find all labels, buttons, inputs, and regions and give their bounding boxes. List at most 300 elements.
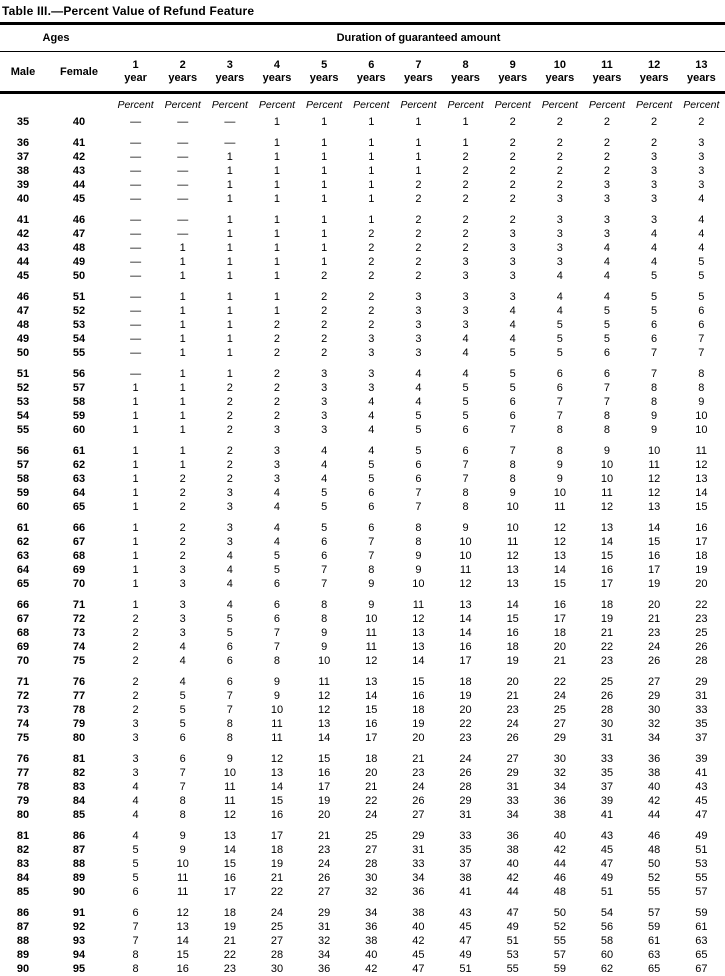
percent-value-cell: 1 <box>321 165 328 177</box>
percent-value-cell: 1 <box>273 305 281 317</box>
unit-label: Percent <box>306 98 343 111</box>
percent-value-cell: 3 <box>556 193 563 205</box>
percent-value-cell: 9 <box>273 690 281 702</box>
percent-value-cell: 7 <box>462 473 469 485</box>
percent-value-cell: 65 <box>647 963 661 975</box>
percent-value-cell: — <box>130 333 142 345</box>
table-row <box>0 591 725 612</box>
percent-value-cell: 5 <box>509 347 516 359</box>
percent-value-cell: 45 <box>600 844 614 856</box>
percent-value-cell: 2 <box>321 319 328 331</box>
percent-value-cell: 7 <box>462 459 469 471</box>
percent-value-cell: 25 <box>600 676 614 688</box>
male-age-cell: 63 <box>16 550 30 562</box>
table-row <box>0 822 725 843</box>
percent-value-cell: 1 <box>273 256 281 268</box>
female-age-cell: 52 <box>72 305 86 317</box>
percent-value-cell: — <box>177 151 189 163</box>
percent-value-cell: 2 <box>462 151 469 163</box>
percent-value-cell: 54 <box>600 907 614 919</box>
percent-value-cell: 1 <box>273 137 281 149</box>
table-row <box>0 241 725 255</box>
percent-value-cell: 21 <box>647 613 661 625</box>
percent-value-cell: 4 <box>556 291 563 303</box>
percent-value-cell: 3 <box>368 382 375 394</box>
percent-value-cell: 2 <box>179 550 186 562</box>
percent-value-cell: 29 <box>459 795 472 807</box>
percent-value-cell: 10 <box>365 613 378 625</box>
percent-value-cell: 23 <box>695 613 708 625</box>
percent-value-cell: 4 <box>273 522 281 534</box>
percent-value-cell: 8 <box>509 459 516 471</box>
percent-value-cell: — <box>130 291 142 303</box>
percent-value-cell: — <box>130 193 142 205</box>
percent-value-cell: 24 <box>506 718 519 730</box>
percent-value-cell: 26 <box>459 767 472 779</box>
percent-value-cell: 3 <box>603 214 611 226</box>
percent-value-cell: 51 <box>600 886 614 898</box>
table-body <box>0 115 725 976</box>
percent-value-cell: 1 <box>226 347 233 359</box>
percent-value-cell: 8 <box>226 718 233 730</box>
percent-value-cell: 5 <box>179 690 186 702</box>
percent-value-cell: 4 <box>226 564 233 576</box>
male-age-cell: 68 <box>16 627 30 639</box>
percent-value-cell: 29 <box>506 767 519 779</box>
percent-value-cell: 2 <box>603 116 611 128</box>
percent-value-cell: — <box>177 193 189 205</box>
unit-label: Percent <box>588 98 626 111</box>
percent-value-cell: 11 <box>224 781 236 793</box>
duration-column-header: 1 year <box>112 52 159 93</box>
percent-value-cell: 3 <box>509 256 516 268</box>
percent-value-cell: 32 <box>318 935 331 947</box>
percent-value-cell: 22 <box>553 676 566 688</box>
table-row <box>0 535 725 549</box>
percent-value-cell: 49 <box>506 921 519 933</box>
female-age-cell: 40 <box>72 116 86 128</box>
unit-label: Percent <box>353 98 390 111</box>
percent-value-cell: 1 <box>179 270 186 282</box>
percent-value-cell: 27 <box>506 753 519 765</box>
percent-value-cell: 33 <box>600 753 614 765</box>
percent-value-cell: 9 <box>179 830 186 842</box>
unit-label: Percent <box>258 98 296 111</box>
percent-value-cell: 39 <box>600 795 614 807</box>
percent-value-cell: 34 <box>553 781 566 793</box>
percent-value-cell: 39 <box>695 753 708 765</box>
percent-value-cell: — <box>130 214 142 226</box>
male-age-cell: 38 <box>16 165 30 177</box>
male-age-cell: 50 <box>16 347 30 359</box>
percent-value-cell: 3 <box>651 193 658 205</box>
percent-value-cell: 11 <box>601 487 613 499</box>
female-age-cell: 82 <box>72 767 86 779</box>
percent-value-cell: 2 <box>132 613 139 625</box>
percent-value-cell: 6 <box>179 732 186 744</box>
percent-value-cell: 14 <box>270 781 284 793</box>
percent-value-cell: 4 <box>651 242 658 254</box>
percent-value-cell: 14 <box>459 613 472 625</box>
percent-value-cell: 40 <box>412 921 425 933</box>
duration-column-header: 12 years <box>631 52 678 93</box>
percent-value-cell: 12 <box>647 487 661 499</box>
percent-value-cell: 26 <box>647 655 661 667</box>
table-row <box>0 423 725 437</box>
percent-value-cell: 8 <box>509 473 516 485</box>
percent-value-cell: 4 <box>415 368 422 380</box>
percent-value-cell: 13 <box>270 767 284 779</box>
percent-value-cell: 10 <box>695 410 708 422</box>
percent-value-cell: 1 <box>132 550 139 562</box>
male-age-cell: 57 <box>16 459 30 471</box>
percent-value-cell: 1 <box>273 151 281 163</box>
percent-value-cell: 20 <box>647 599 661 611</box>
unit-label: Percent <box>541 98 578 111</box>
percent-value-cell: 53 <box>506 949 519 961</box>
percent-value-cell: 3 <box>179 578 186 590</box>
percent-value-cell: 23 <box>223 963 236 975</box>
percent-value-cell: 10 <box>600 459 614 471</box>
male-age-cell: 86 <box>16 907 30 919</box>
duration-column-header: 10 years <box>536 52 583 93</box>
percent-value-cell: 3 <box>509 228 516 240</box>
percent-value-cell: 8 <box>415 536 422 548</box>
percent-value-cell: 5 <box>415 424 422 436</box>
table-title: Table III.—Percent Value of Refund Feature <box>0 0 725 25</box>
percent-value-cell: 13 <box>647 501 661 513</box>
percent-value-cell: 32 <box>647 718 661 730</box>
percent-value-cell: 7 <box>368 550 375 562</box>
percent-value-cell: 38 <box>412 907 425 919</box>
percent-value-cell: 3 <box>556 228 563 240</box>
percent-value-cell: 63 <box>695 935 708 947</box>
table-row <box>0 283 725 304</box>
percent-value-cell: 3 <box>651 179 658 191</box>
percent-value-cell: — <box>177 228 189 240</box>
percent-value-cell: 4 <box>509 305 516 317</box>
male-age-cell: 90 <box>16 963 30 975</box>
male-age-cell: 59 <box>16 487 30 499</box>
percent-value-cell: 2 <box>415 214 422 226</box>
percent-value-cell: 46 <box>553 872 566 884</box>
percent-value-cell: 25 <box>270 921 284 933</box>
percent-value-cell: — <box>224 137 236 149</box>
percent-value-cell: 6 <box>321 536 328 548</box>
duration-column-header: 4 years <box>253 52 300 93</box>
percent-value-cell: 20 <box>459 704 472 716</box>
percent-value-cell: 1 <box>179 382 186 394</box>
percent-value-cell: 5 <box>509 368 516 380</box>
percent-value-cell: 2 <box>509 193 516 205</box>
percent-value-cell: 61 <box>695 921 708 933</box>
table-row <box>0 129 725 150</box>
female-age-cell: 67 <box>72 536 86 548</box>
percent-value-cell: 1 <box>179 347 186 359</box>
percent-value-cell: 36 <box>412 886 425 898</box>
percent-value-cell: 14 <box>600 536 614 548</box>
percent-value-cell: 15 <box>365 704 378 716</box>
percent-value-cell: 2 <box>462 228 469 240</box>
male-age-cell: 84 <box>16 872 30 884</box>
percent-value-cell: 14 <box>553 564 566 576</box>
percent-value-cell: 58 <box>600 935 614 947</box>
percent-value-cell: 37 <box>695 732 708 744</box>
percent-value-cell: 6 <box>226 641 233 653</box>
percent-value-cell: 29 <box>647 690 661 702</box>
percent-value-cell: 43 <box>695 781 708 793</box>
percent-value-cell: 6 <box>651 319 658 331</box>
table-row <box>0 332 725 346</box>
female-age-cell: 46 <box>72 214 86 226</box>
male-age-cell: 75 <box>16 732 30 744</box>
percent-value-cell: 4 <box>603 291 611 303</box>
percent-value-cell: 3 <box>179 564 186 576</box>
percent-value-cell: 7 <box>226 690 233 702</box>
percent-value-cell: 16 <box>270 809 284 821</box>
percent-value-cell: 4 <box>698 193 705 205</box>
duration-column-header: 13 years <box>678 52 725 93</box>
percent-value-cell: 23 <box>647 627 661 639</box>
percent-value-cell: 38 <box>459 872 472 884</box>
percent-value-cell: 7 <box>651 347 658 359</box>
percent-value-cell: 5 <box>651 305 658 317</box>
percent-value-cell: 2 <box>273 396 281 408</box>
percent-value-cell: 14 <box>318 732 331 744</box>
percent-value-cell: 14 <box>412 655 425 667</box>
table-row <box>0 486 725 500</box>
female-age-cell: 66 <box>72 522 86 534</box>
percent-value-cell: 12 <box>318 704 331 716</box>
percent-value-cell: 18 <box>365 753 378 765</box>
male-age-cell: 77 <box>16 767 30 779</box>
percent-value-cell: 12 <box>553 522 566 534</box>
percent-value-cell: 17 <box>223 886 236 898</box>
percent-value-cell: 2 <box>226 459 233 471</box>
male-age-cell: 39 <box>16 179 30 191</box>
percent-value-cell: 21 <box>553 655 566 667</box>
duration-column-header: 3 years <box>206 52 253 93</box>
percent-value-cell: 12 <box>553 536 566 548</box>
percent-value-cell: 1 <box>226 270 233 282</box>
percent-value-cell: 7 <box>509 445 516 457</box>
percent-value-cell: 24 <box>270 907 284 919</box>
percent-value-cell: 5 <box>226 613 233 625</box>
table-row <box>0 514 725 535</box>
percent-value-cell: 1 <box>415 151 422 163</box>
female-age-cell: 78 <box>72 704 86 716</box>
percent-value-cell: 37 <box>600 781 614 793</box>
percent-value-cell: 3 <box>415 347 422 359</box>
percent-value-cell: 8 <box>462 501 469 513</box>
percent-value-cell: 5 <box>462 382 469 394</box>
table-row <box>0 808 725 822</box>
percent-value-cell: 28 <box>270 949 284 961</box>
percent-value-cell: 31 <box>600 732 614 744</box>
percent-value-cell: 4 <box>415 396 422 408</box>
percent-value-cell: — <box>130 179 142 191</box>
unit-label: Percent <box>117 98 154 111</box>
percent-value-cell: 33 <box>506 795 519 807</box>
percent-value-cell: 2 <box>132 704 139 716</box>
percent-value-cell: 1 <box>321 242 328 254</box>
percent-value-cell: 9 <box>415 564 422 576</box>
percent-value-cell: 47 <box>459 935 472 947</box>
male-age-cell: 71 <box>16 676 30 688</box>
percent-value-cell: 24 <box>318 858 331 870</box>
percent-value-cell: 1 <box>321 228 328 240</box>
percent-value-cell: 18 <box>506 641 519 653</box>
percent-value-cell: 32 <box>553 767 566 779</box>
female-age-cell: 77 <box>72 690 86 702</box>
percent-value-cell: 1 <box>179 319 186 331</box>
percent-value-cell: 51 <box>459 963 472 975</box>
percent-value-cell: 12 <box>695 459 708 471</box>
table-row <box>0 745 725 766</box>
percent-value-cell: 22 <box>459 718 472 730</box>
female-age-cell: 91 <box>72 907 86 919</box>
percent-value-cell: 7 <box>368 536 375 548</box>
percent-value-cell: — <box>130 256 142 268</box>
table-row <box>0 472 725 486</box>
male-age-cell: 46 <box>16 291 30 303</box>
percent-value-cell: — <box>177 137 189 149</box>
percent-value-cell: 3 <box>321 410 328 422</box>
percent-value-cell: 13 <box>223 830 236 842</box>
percent-value-cell: 12 <box>365 655 378 667</box>
percent-value-cell: 6 <box>603 368 611 380</box>
percent-value-cell: 4 <box>226 578 233 590</box>
percent-value-cell: 50 <box>553 907 566 919</box>
percent-value-cell: 3 <box>321 424 328 436</box>
female-age-cell: 57 <box>72 382 86 394</box>
male-age-cell: 55 <box>16 424 30 436</box>
male-age-cell: 61 <box>16 522 30 534</box>
percent-value-cell: 18 <box>553 627 566 639</box>
percent-value-cell: 4 <box>273 536 281 548</box>
percent-value-cell: 11 <box>177 886 189 898</box>
percent-value-cell: 7 <box>556 396 563 408</box>
percent-value-cell: 8 <box>132 963 139 975</box>
percent-value-cell: 59 <box>647 921 661 933</box>
percent-value-cell: 36 <box>647 753 661 765</box>
percent-value-cell: 25 <box>553 704 566 716</box>
percent-value-cell: 19 <box>223 921 236 933</box>
female-age-cell: 87 <box>72 844 86 856</box>
percent-value-cell: 21 <box>506 690 519 702</box>
percent-value-cell: 4 <box>132 795 139 807</box>
percent-value-cell: 2 <box>698 116 705 128</box>
percent-value-cell: 4 <box>321 459 328 471</box>
percent-value-cell: 4 <box>603 242 611 254</box>
percent-value-cell: 57 <box>695 886 708 898</box>
percent-value-cell: 1 <box>368 193 375 205</box>
male-age-cell: 89 <box>16 949 30 961</box>
percent-value-cell: 2 <box>368 319 375 331</box>
percent-value-cell: 4 <box>556 305 563 317</box>
percent-value-cell: 5 <box>651 270 658 282</box>
percent-value-cell: — <box>130 305 142 317</box>
percent-value-cell: 6 <box>509 396 516 408</box>
percent-value-cell: 12 <box>318 690 331 702</box>
percent-value-cell: 36 <box>318 963 331 975</box>
percent-value-cell: 5 <box>368 459 375 471</box>
percent-value-cell: 1 <box>415 165 422 177</box>
percent-value-cell: 20 <box>695 578 708 590</box>
percent-value-cell: 1 <box>132 410 139 422</box>
table-row <box>0 360 725 381</box>
percent-value-cell: 3 <box>462 270 469 282</box>
percent-value-cell: 1 <box>273 228 281 240</box>
percent-value-cell: 21 <box>600 627 614 639</box>
percent-value-cell: 36 <box>506 830 519 842</box>
percent-value-cell: 1 <box>273 116 281 128</box>
percent-value-cell: — <box>130 228 142 240</box>
percent-value-cell: 2 <box>368 305 375 317</box>
percent-value-cell: 7 <box>698 333 705 345</box>
male-age-cell: 74 <box>16 718 30 730</box>
percent-value-cell: 4 <box>698 242 705 254</box>
percent-value-cell: 12 <box>412 613 425 625</box>
male-age-cell: 42 <box>16 228 30 240</box>
percent-value-cell: 46 <box>647 830 661 842</box>
percent-value-cell: 8 <box>321 599 328 611</box>
percent-value-cell: 3 <box>273 459 281 471</box>
percent-value-cell: 3 <box>132 732 139 744</box>
female-age-cell: 74 <box>72 641 86 653</box>
percent-value-cell: 2 <box>321 347 328 359</box>
group-header-row <box>0 25 725 52</box>
percent-value-cell: 16 <box>553 599 566 611</box>
percent-value-cell: 1 <box>226 291 233 303</box>
percent-value-cell: 5 <box>321 522 328 534</box>
female-age-cell: 42 <box>72 151 86 163</box>
percent-value-cell: 63 <box>647 949 661 961</box>
percent-value-cell: 22 <box>270 886 284 898</box>
duration-column-header: 5 years <box>301 52 348 93</box>
percent-value-cell: 2 <box>509 179 516 191</box>
percent-value-cell: 57 <box>553 949 566 961</box>
percent-value-cell: 6 <box>132 886 139 898</box>
percent-value-cell: 2 <box>179 473 186 485</box>
percent-value-cell: 51 <box>695 844 708 856</box>
percent-value-cell: 3 <box>368 347 375 359</box>
percent-value-cell: 1 <box>132 501 139 513</box>
female-age-cell: 51 <box>72 291 86 303</box>
male-age-cell: 58 <box>16 473 30 485</box>
percent-value-cell: 1 <box>132 564 139 576</box>
percent-value-cell: 21 <box>412 753 425 765</box>
percent-value-cell: 50 <box>647 858 661 870</box>
percent-value-cell: 1 <box>179 410 186 422</box>
percent-value-cell: 13 <box>506 564 519 576</box>
table-row <box>0 920 725 934</box>
percent-value-cell: 5 <box>556 319 563 331</box>
percent-value-cell: 28 <box>365 858 378 870</box>
percent-value-cell: 4 <box>603 270 611 282</box>
percent-value-cell: 4 <box>368 410 375 422</box>
percent-value-cell: 11 <box>365 627 377 639</box>
percent-value-cell: 2 <box>651 116 658 128</box>
percent-value-cell: 19 <box>459 690 472 702</box>
percent-value-cell: 4 <box>179 641 186 653</box>
percent-value-cell: 57 <box>647 907 661 919</box>
percent-value-cell: 18 <box>412 704 425 716</box>
percent-value-cell: 2 <box>603 137 611 149</box>
percent-value-cell: 15 <box>412 676 425 688</box>
percent-value-cell: 34 <box>412 872 425 884</box>
percent-value-cell: 9 <box>603 445 611 457</box>
